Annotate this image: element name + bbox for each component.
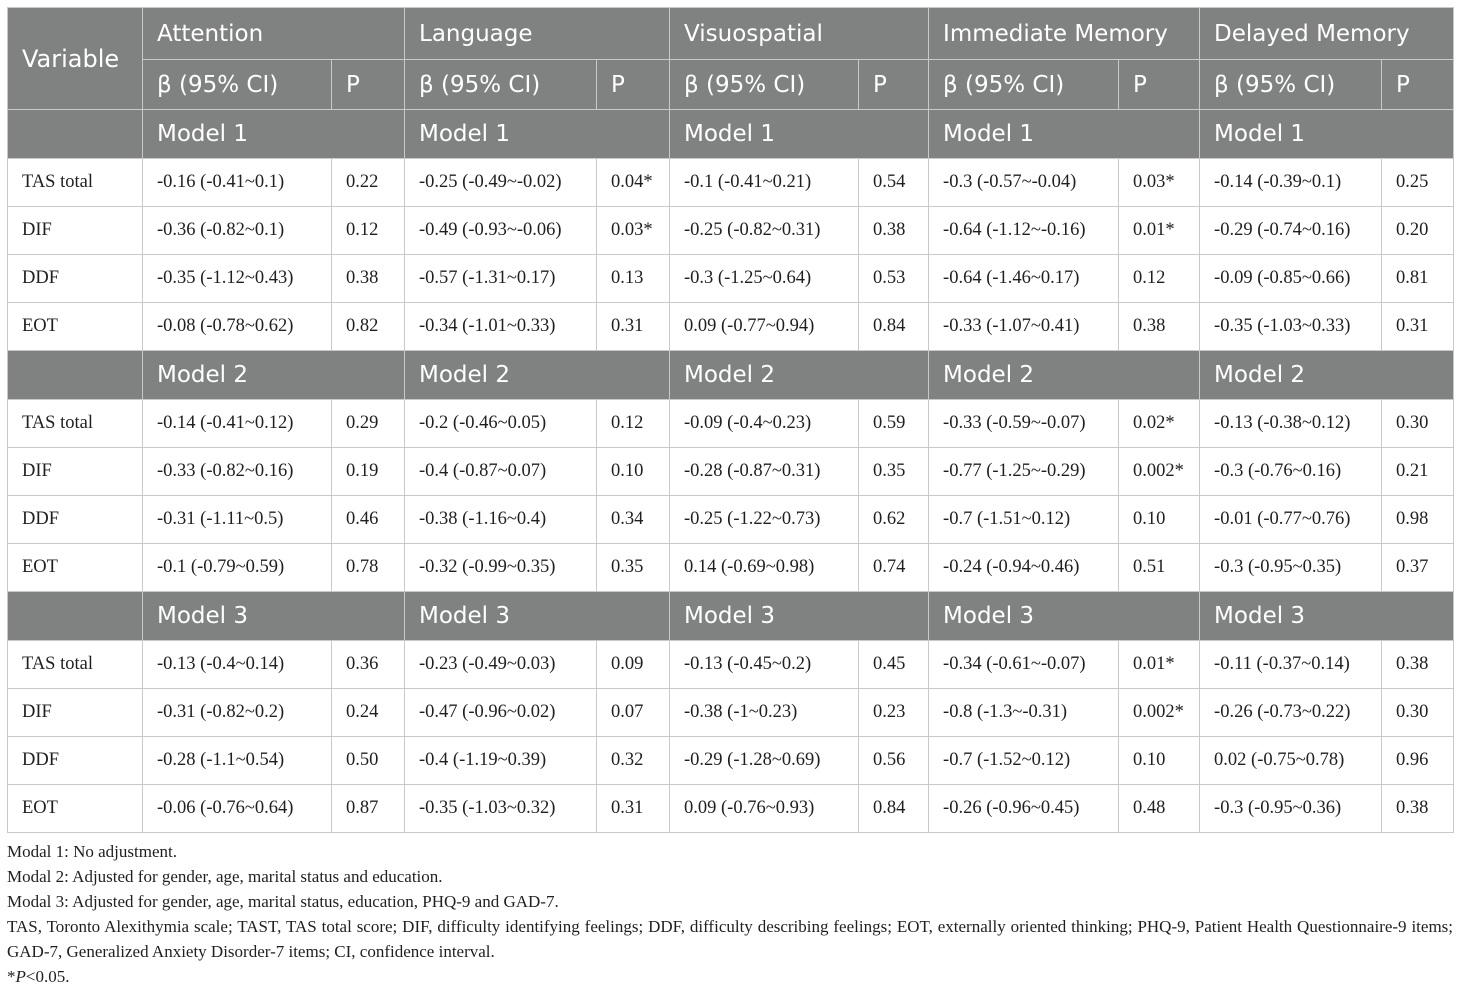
significance-threshold: <0.05. <box>25 967 70 986</box>
p-value-cell-delayed-memory: 0.20 <box>1382 207 1454 255</box>
model-label-attention: Model 1 <box>143 110 405 159</box>
beta-ci-cell-attention: -0.31 (-0.82~0.2) <box>143 689 332 737</box>
p-value-cell-immediate-memory: 0.10 <box>1119 496 1200 544</box>
variable-cell: TAS total <box>8 159 143 207</box>
p-value-cell-language: 0.31 <box>597 785 670 833</box>
beta-ci-cell-attention: -0.06 (-0.76~0.64) <box>143 785 332 833</box>
beta-ci-cell-language: -0.4 (-0.87~0.07) <box>405 448 597 496</box>
variable-cell: DDF <box>8 737 143 785</box>
beta-ci-cell-delayed-memory: -0.3 (-0.95~0.35) <box>1200 544 1382 592</box>
table-notes <box>7 839 1453 989</box>
p-value-cell-delayed-memory: 0.31 <box>1382 303 1454 351</box>
beta-header: β (95% CI) <box>405 60 597 110</box>
p-header: P <box>332 60 405 110</box>
beta-ci-cell-immediate-memory: -0.7 (-1.52~0.12) <box>929 737 1119 785</box>
p-value-cell-attention: 0.87 <box>332 785 405 833</box>
p-value-cell-delayed-memory: 0.38 <box>1382 641 1454 689</box>
beta-ci-cell-immediate-memory: -0.26 (-0.96~0.45) <box>929 785 1119 833</box>
beta-ci-cell-attention: -0.14 (-0.41~0.12) <box>143 400 332 448</box>
beta-ci-cell-delayed-memory: -0.29 (-0.74~0.16) <box>1200 207 1382 255</box>
beta-ci-cell-delayed-memory: -0.35 (-1.03~0.33) <box>1200 303 1382 351</box>
model-label-delayed-memory: Model 2 <box>1200 351 1454 400</box>
p-value-cell-immediate-memory: 0.12 <box>1119 255 1200 303</box>
variable-cell: DIF <box>8 207 143 255</box>
beta-ci-cell-delayed-memory: -0.01 (-0.77~0.76) <box>1200 496 1382 544</box>
beta-ci-cell-attention: -0.1 (-0.79~0.59) <box>143 544 332 592</box>
model-label-language: Model 1 <box>405 110 670 159</box>
p-value-cell-language: 0.04* <box>597 159 670 207</box>
variable-cell: TAS total <box>8 400 143 448</box>
beta-ci-cell-delayed-memory: -0.13 (-0.38~0.12) <box>1200 400 1382 448</box>
beta-ci-cell-immediate-memory: -0.34 (-0.61~-0.07) <box>929 641 1119 689</box>
p-value-cell-immediate-memory: 0.002* <box>1119 689 1200 737</box>
p-value-cell-delayed-memory: 0.30 <box>1382 689 1454 737</box>
table-row <box>8 785 1454 833</box>
beta-ci-cell-attention: -0.08 (-0.78~0.62) <box>143 303 332 351</box>
p-header: P <box>597 60 670 110</box>
beta-ci-cell-attention: -0.28 (-1.1~0.54) <box>143 737 332 785</box>
table-row <box>8 737 1454 785</box>
beta-ci-cell-language: -0.2 (-0.46~0.05) <box>405 400 597 448</box>
beta-ci-cell-attention: -0.36 (-0.82~0.1) <box>143 207 332 255</box>
model-label-immediate-memory: Model 3 <box>929 592 1200 641</box>
significance-p: P <box>15 967 26 986</box>
variable-cell: DIF <box>8 448 143 496</box>
p-value-cell-delayed-memory: 0.38 <box>1382 785 1454 833</box>
document <box>7 7 1453 989</box>
variable-cell: EOT <box>8 785 143 833</box>
beta-header: β (95% CI) <box>143 60 332 110</box>
beta-ci-cell-delayed-memory: -0.11 (-0.37~0.14) <box>1200 641 1382 689</box>
model-label-language: Model 3 <box>405 592 670 641</box>
beta-ci-cell-attention: -0.33 (-0.82~0.16) <box>143 448 332 496</box>
p-value-cell-language: 0.12 <box>597 400 670 448</box>
table-row <box>8 496 1454 544</box>
p-value-cell-attention: 0.50 <box>332 737 405 785</box>
p-value-cell-immediate-memory: 0.51 <box>1119 544 1200 592</box>
beta-ci-cell-language: -0.4 (-1.19~0.39) <box>405 737 597 785</box>
beta-ci-cell-visuospatial: -0.29 (-1.28~0.69) <box>670 737 859 785</box>
model-header-row <box>8 592 1454 641</box>
stat-header-row <box>8 60 1454 110</box>
model-label-delayed-memory: Model 3 <box>1200 592 1454 641</box>
domain-header-delayed-memory: Delayed Memory <box>1200 8 1454 60</box>
model-row-spacer <box>8 592 143 641</box>
p-value-cell-visuospatial: 0.62 <box>859 496 929 544</box>
domain-header-row <box>8 8 1454 60</box>
variable-cell: DDF <box>8 496 143 544</box>
beta-ci-cell-language: -0.38 (-1.16~0.4) <box>405 496 597 544</box>
table-row <box>8 544 1454 592</box>
model-label-visuospatial: Model 1 <box>670 110 929 159</box>
p-value-cell-visuospatial: 0.53 <box>859 255 929 303</box>
variable-cell: EOT <box>8 303 143 351</box>
note-abbreviations: TAS, Toronto Alexithymia scale; TAST, TAS total score; DIF, difficulty identifying feelings; DDF, difficulty describing feelings; EOT, externally oriented thinking; PHQ-9, Patient Health Questionnaire-9 items; GAD-7, Generalized Anxiety Disorder-7 items; CI, confidence interval. <box>7 917 1453 961</box>
model-header-row <box>8 351 1454 400</box>
p-value-cell-visuospatial: 0.45 <box>859 641 929 689</box>
p-value-cell-language: 0.35 <box>597 544 670 592</box>
p-value-cell-language: 0.07 <box>597 689 670 737</box>
beta-ci-cell-immediate-memory: -0.64 (-1.12~-0.16) <box>929 207 1119 255</box>
beta-ci-cell-attention: -0.35 (-1.12~0.43) <box>143 255 332 303</box>
p-value-cell-delayed-memory: 0.98 <box>1382 496 1454 544</box>
p-value-cell-visuospatial: 0.54 <box>859 159 929 207</box>
domain-header-immediate-memory: Immediate Memory <box>929 8 1200 60</box>
beta-ci-cell-immediate-memory: -0.24 (-0.94~0.46) <box>929 544 1119 592</box>
domain-header-language: Language <box>405 8 670 60</box>
beta-ci-cell-immediate-memory: -0.8 (-1.3~-0.31) <box>929 689 1119 737</box>
significance-symbol: * <box>7 967 16 986</box>
beta-ci-cell-visuospatial: -0.3 (-1.25~0.64) <box>670 255 859 303</box>
beta-ci-cell-delayed-memory: 0.02 (-0.75~0.78) <box>1200 737 1382 785</box>
note-model-3: Modal 3: Adjusted for gender, age, marital status, education, PHQ-9 and GAD-7. <box>7 892 559 911</box>
beta-ci-cell-immediate-memory: -0.33 (-0.59~-0.07) <box>929 400 1119 448</box>
table-row <box>8 641 1454 689</box>
p-value-cell-attention: 0.22 <box>332 159 405 207</box>
variable-cell: DIF <box>8 689 143 737</box>
results-table <box>7 7 1454 833</box>
beta-ci-cell-delayed-memory: -0.3 (-0.95~0.36) <box>1200 785 1382 833</box>
p-value-cell-visuospatial: 0.84 <box>859 785 929 833</box>
p-value-cell-attention: 0.36 <box>332 641 405 689</box>
beta-ci-cell-language: -0.49 (-0.93~-0.06) <box>405 207 597 255</box>
beta-ci-cell-immediate-memory: -0.33 (-1.07~0.41) <box>929 303 1119 351</box>
p-value-cell-attention: 0.82 <box>332 303 405 351</box>
beta-ci-cell-attention: -0.16 (-0.41~0.1) <box>143 159 332 207</box>
p-value-cell-language: 0.03* <box>597 207 670 255</box>
p-value-cell-visuospatial: 0.84 <box>859 303 929 351</box>
p-value-cell-immediate-memory: 0.03* <box>1119 159 1200 207</box>
beta-ci-cell-visuospatial: -0.38 (-1~0.23) <box>670 689 859 737</box>
beta-ci-cell-language: -0.35 (-1.03~0.32) <box>405 785 597 833</box>
beta-ci-cell-visuospatial: 0.09 (-0.77~0.94) <box>670 303 859 351</box>
beta-ci-cell-attention: -0.31 (-1.11~0.5) <box>143 496 332 544</box>
beta-ci-cell-language: -0.25 (-0.49~-0.02) <box>405 159 597 207</box>
beta-ci-cell-immediate-memory: -0.7 (-1.51~0.12) <box>929 496 1119 544</box>
p-value-cell-attention: 0.19 <box>332 448 405 496</box>
model-label-attention: Model 3 <box>143 592 405 641</box>
model-label-visuospatial: Model 2 <box>670 351 929 400</box>
p-value-cell-immediate-memory: 0.01* <box>1119 641 1200 689</box>
p-value-cell-attention: 0.38 <box>332 255 405 303</box>
p-value-cell-visuospatial: 0.35 <box>859 448 929 496</box>
p-header: P <box>859 60 929 110</box>
model-label-immediate-memory: Model 1 <box>929 110 1200 159</box>
p-value-cell-visuospatial: 0.59 <box>859 400 929 448</box>
table-row <box>8 400 1454 448</box>
p-value-cell-attention: 0.78 <box>332 544 405 592</box>
beta-ci-cell-delayed-memory: -0.26 (-0.73~0.22) <box>1200 689 1382 737</box>
p-header: P <box>1119 60 1200 110</box>
p-value-cell-language: 0.34 <box>597 496 670 544</box>
beta-ci-cell-visuospatial: 0.14 (-0.69~0.98) <box>670 544 859 592</box>
note-significance <box>7 964 1453 989</box>
domain-header-visuospatial: Visuospatial <box>670 8 929 60</box>
p-value-cell-visuospatial: 0.56 <box>859 737 929 785</box>
beta-ci-cell-visuospatial: -0.1 (-0.41~0.21) <box>670 159 859 207</box>
variable-cell: TAS total <box>8 641 143 689</box>
table-row <box>8 255 1454 303</box>
variable-cell: DDF <box>8 255 143 303</box>
p-value-cell-visuospatial: 0.23 <box>859 689 929 737</box>
p-value-cell-immediate-memory: 0.01* <box>1119 207 1200 255</box>
p-value-cell-delayed-memory: 0.96 <box>1382 737 1454 785</box>
beta-ci-cell-visuospatial: -0.25 (-0.82~0.31) <box>670 207 859 255</box>
beta-ci-cell-immediate-memory: -0.3 (-0.57~-0.04) <box>929 159 1119 207</box>
p-value-cell-language: 0.32 <box>597 737 670 785</box>
table-row <box>8 303 1454 351</box>
p-value-cell-delayed-memory: 0.30 <box>1382 400 1454 448</box>
p-header: P <box>1382 60 1454 110</box>
variable-cell: EOT <box>8 544 143 592</box>
beta-header: β (95% CI) <box>670 60 859 110</box>
p-value-cell-delayed-memory: 0.21 <box>1382 448 1454 496</box>
beta-ci-cell-visuospatial: -0.13 (-0.45~0.2) <box>670 641 859 689</box>
p-value-cell-immediate-memory: 0.002* <box>1119 448 1200 496</box>
table-row <box>8 448 1454 496</box>
p-value-cell-immediate-memory: 0.02* <box>1119 400 1200 448</box>
p-value-cell-attention: 0.29 <box>332 400 405 448</box>
p-value-cell-attention: 0.46 <box>332 496 405 544</box>
p-value-cell-language: 0.31 <box>597 303 670 351</box>
beta-header: β (95% CI) <box>1200 60 1382 110</box>
variable-header: Variable <box>8 8 143 110</box>
model-header-row <box>8 110 1454 159</box>
model-label-immediate-memory: Model 2 <box>929 351 1200 400</box>
beta-ci-cell-visuospatial: -0.09 (-0.4~0.23) <box>670 400 859 448</box>
model-label-language: Model 2 <box>405 351 670 400</box>
p-value-cell-visuospatial: 0.38 <box>859 207 929 255</box>
p-value-cell-immediate-memory: 0.10 <box>1119 737 1200 785</box>
p-value-cell-language: 0.13 <box>597 255 670 303</box>
table-row <box>8 689 1454 737</box>
beta-ci-cell-language: -0.34 (-1.01~0.33) <box>405 303 597 351</box>
beta-header: β (95% CI) <box>929 60 1119 110</box>
beta-ci-cell-visuospatial: -0.28 (-0.87~0.31) <box>670 448 859 496</box>
model-label-delayed-memory: Model 1 <box>1200 110 1454 159</box>
note-model-1: Modal 1: No adjustment. <box>7 842 177 861</box>
model-label-attention: Model 2 <box>143 351 405 400</box>
note-model-2: Modal 2: Adjusted for gender, age, marital status and education. <box>7 867 443 886</box>
beta-ci-cell-delayed-memory: -0.14 (-0.39~0.1) <box>1200 159 1382 207</box>
p-value-cell-delayed-memory: 0.25 <box>1382 159 1454 207</box>
model-row-spacer <box>8 110 143 159</box>
table-body <box>8 110 1454 833</box>
p-value-cell-visuospatial: 0.74 <box>859 544 929 592</box>
table-row <box>8 207 1454 255</box>
beta-ci-cell-visuospatial: 0.09 (-0.76~0.93) <box>670 785 859 833</box>
beta-ci-cell-language: -0.57 (-1.31~0.17) <box>405 255 597 303</box>
beta-ci-cell-delayed-memory: -0.09 (-0.85~0.66) <box>1200 255 1382 303</box>
beta-ci-cell-language: -0.47 (-0.96~0.02) <box>405 689 597 737</box>
p-value-cell-attention: 0.12 <box>332 207 405 255</box>
p-value-cell-delayed-memory: 0.81 <box>1382 255 1454 303</box>
p-value-cell-delayed-memory: 0.37 <box>1382 544 1454 592</box>
domain-header-attention: Attention <box>143 8 405 60</box>
p-value-cell-immediate-memory: 0.48 <box>1119 785 1200 833</box>
table-row <box>8 159 1454 207</box>
model-row-spacer <box>8 351 143 400</box>
beta-ci-cell-language: -0.23 (-0.49~0.03) <box>405 641 597 689</box>
p-value-cell-immediate-memory: 0.38 <box>1119 303 1200 351</box>
p-value-cell-attention: 0.24 <box>332 689 405 737</box>
model-label-visuospatial: Model 3 <box>670 592 929 641</box>
p-value-cell-language: 0.09 <box>597 641 670 689</box>
beta-ci-cell-attention: -0.13 (-0.4~0.14) <box>143 641 332 689</box>
beta-ci-cell-language: -0.32 (-0.99~0.35) <box>405 544 597 592</box>
beta-ci-cell-visuospatial: -0.25 (-1.22~0.73) <box>670 496 859 544</box>
p-value-cell-language: 0.10 <box>597 448 670 496</box>
beta-ci-cell-immediate-memory: -0.77 (-1.25~-0.29) <box>929 448 1119 496</box>
beta-ci-cell-immediate-memory: -0.64 (-1.46~0.17) <box>929 255 1119 303</box>
beta-ci-cell-delayed-memory: -0.3 (-0.76~0.16) <box>1200 448 1382 496</box>
